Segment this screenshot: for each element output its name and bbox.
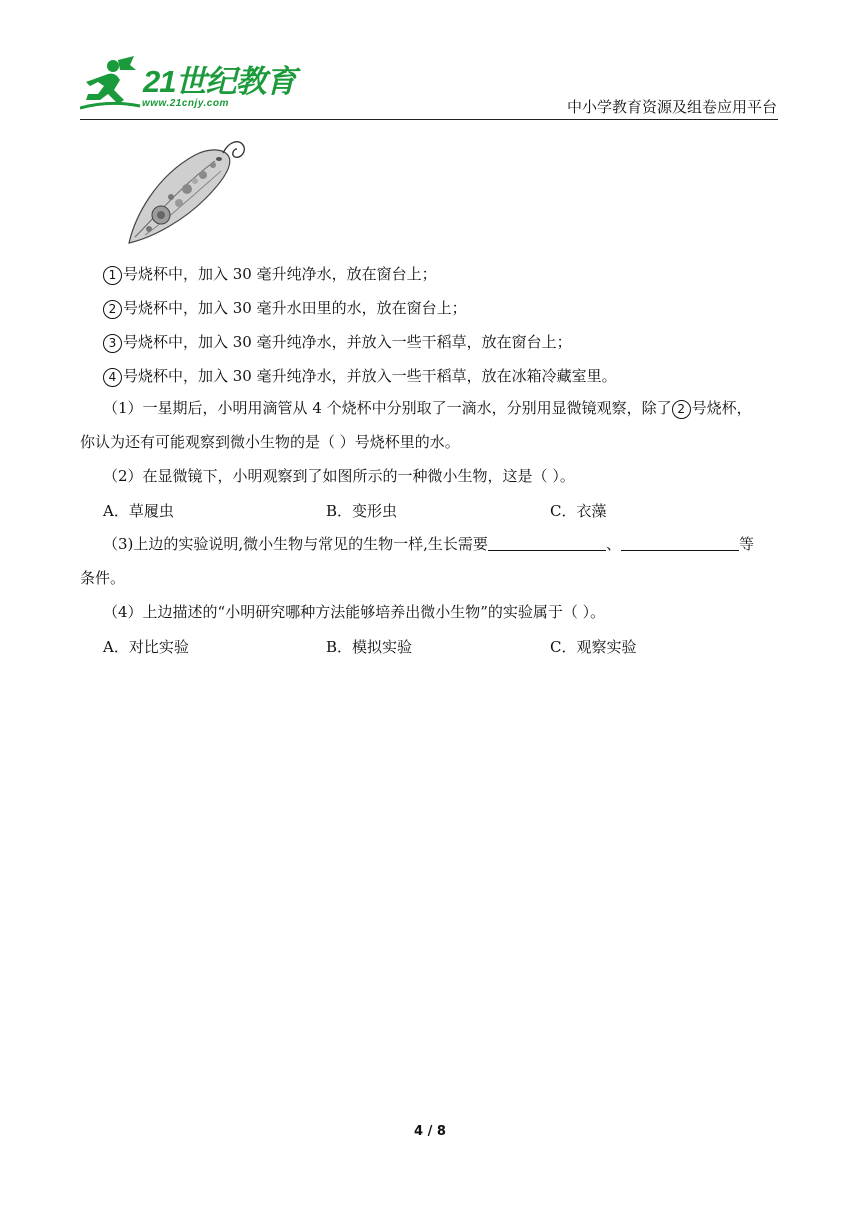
runner-logo-icon [80, 56, 142, 114]
beaker-item [103, 264, 437, 285]
q1-text: （1）一星期后，小明用滴管从 4 个烧杯中分别取了一滴水，分别用显微镜观察，除了 [103, 399, 672, 417]
question-4 [80, 595, 780, 629]
q1-text-end: 号烧杯， [691, 399, 752, 417]
question-2 [80, 459, 780, 493]
q3-text: （3)上边的实验说明,微小生物与常见的生物一样,生长需要 [103, 535, 488, 553]
beaker-item [103, 298, 467, 319]
page-number: 4 / 8 [414, 1124, 446, 1139]
beaker-item [103, 332, 572, 353]
circled-number: 4 [103, 368, 122, 387]
logo-text: 21世纪教育 [143, 64, 296, 99]
logo-url: www.21cnjy.com [142, 98, 229, 109]
beaker-text: 号烧杯中，加入 30 毫升纯净水，放在窗台上； [123, 265, 437, 283]
beaker-text: 号烧杯中，加入 30 毫升纯净水，并放入一些干稻草，放在冰箱冷藏室里。 [123, 367, 617, 385]
q2-option-c[interactable]: C．衣藻 [550, 502, 607, 520]
answer-blank[interactable] [621, 536, 739, 551]
euglena-organism-icon [125, 137, 255, 247]
circled-number: 2 [672, 400, 691, 419]
q4-text: （4）上边描述的“小明研究哪种方法能够培养出微小生物”的实验属于（ ）。 [103, 603, 606, 621]
q3-text-end: 等 [738, 535, 754, 553]
q4-option-b[interactable]: B．模拟实验 [326, 638, 413, 656]
beaker-item [103, 366, 617, 387]
circled-number: 3 [103, 334, 122, 353]
q4-option-c[interactable]: C．观察实验 [550, 638, 637, 656]
header-divider [80, 119, 778, 120]
question-1 [80, 391, 780, 459]
circled-number: 2 [103, 300, 122, 319]
q3-text-line2: 条件。 [80, 569, 126, 587]
q2-option-b[interactable]: B．变形虫 [326, 502, 398, 520]
site-logo[interactable] [80, 56, 296, 114]
q4-option-a[interactable]: A．对比实验 [103, 638, 189, 656]
answer-blank[interactable] [488, 536, 606, 551]
question-3 [80, 527, 780, 595]
q2-option-a[interactable]: A．草履虫 [103, 502, 174, 520]
platform-name: 中小学教育资源及组卷应用平台 [566, 98, 777, 116]
circled-number: 1 [103, 266, 122, 285]
q3-separator: 、 [605, 535, 621, 553]
q2-text: （2）在显微镜下，小明观察到了如图所示的一种微小生物，这是（ ）。 [103, 467, 575, 485]
beaker-text: 号烧杯中，加入 30 毫升水田里的水，放在窗台上； [123, 299, 467, 317]
beaker-text: 号烧杯中，加入 30 毫升纯净水，并放入一些干稻草，放在窗台上； [123, 333, 572, 351]
q1-text-line2: 你认为还有可能观察到微小生物的是（ ）号烧杯里的水。 [80, 433, 460, 451]
page-header [0, 0, 860, 130]
